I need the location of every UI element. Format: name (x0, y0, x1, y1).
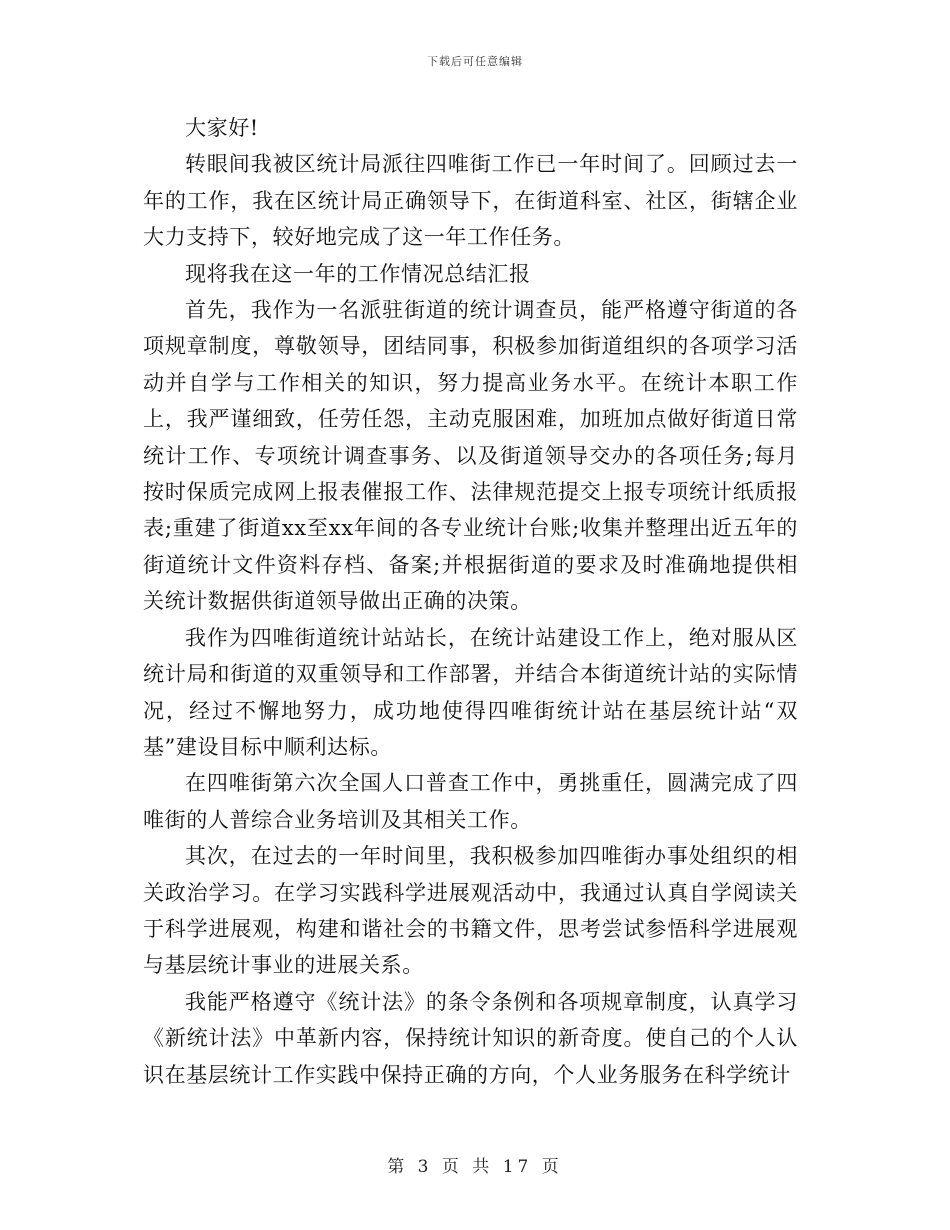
paragraph-intro: 转眼间我被区统计局派往四唯街工作已一年时间了。回顾过去一年的工作，我在区统计局正确领导下，在街道科室、社区，街辖企业大力支持下，较好地完成了这一年工作任务。 (143, 152, 798, 250)
page-number: 第 3 页 共 17 页 (387, 1157, 563, 1177)
paragraph-law: 我能严格遵守《统计法》的条令条例和各项规章制度，认真学习《新统计法》中革新内容，保持统计知识的新奇度。使自己的个人认识在基层统计工作实践中保持正确的方向，个人业务服务在科学统计 (143, 989, 798, 1087)
document-body (143, 110, 798, 1093)
paragraph-census: 在四唯街第六次全国人口普查工作中，勇挑重任，圆满完成了四唯街的人普综合业务培训及其相关工作。 (143, 771, 798, 832)
header-note: 下载后可任意编辑 (427, 55, 523, 68)
paragraph-summary-lead: 现将我在这一年的工作情况总结汇报 (185, 261, 531, 286)
paragraph-station: 我作为四唯街道统计站站长，在统计站建设工作上，绝对服从区统计局和街道的双重领导和工作部署，并结合本街道统计站的实际情况，经过不懈地努力，成功地使得四唯街统计站在基层统计站“双基”建设目标中顺利达标。 (143, 625, 798, 759)
paragraph-second: 其次，在过去的一年时间里，我积极参加四唯街办事处组织的相关政治学习。在学习实践科学进展观活动中，我通过认真自学阅读关于科学进展观，构建和谐社会的书籍文件，思考尝试参悟科学进展观与基层统计事业的进展关系。 (143, 844, 798, 978)
paragraph-greeting: 大家好! (185, 116, 259, 140)
paragraph-first: 首先，我作为一名派驻街道的统计调查员，能严格遵守街道的各项规章制度，尊敬领导，团结同事，积极参加街道组织的各项学习活动并自学与工作相关的知识，努力提高业务水平。在统计本职工作上，我严谨细致，任劳任怨，主动克服困难，加班加点做好街道日常统计工作、专项统计调查事务、以及街道领导交办的各项任务;每月按时保质完成网上报表催报工作、法律规范提交上报专项统计纸质报表;重建了街道xx至xx年间的各专业统计台账;收集并整理出近五年的街道统计文件资料存档、备案;并根据街道的要求及时准确地提供相关统计数据供街道领导做出正确的决策。 (143, 298, 798, 614)
